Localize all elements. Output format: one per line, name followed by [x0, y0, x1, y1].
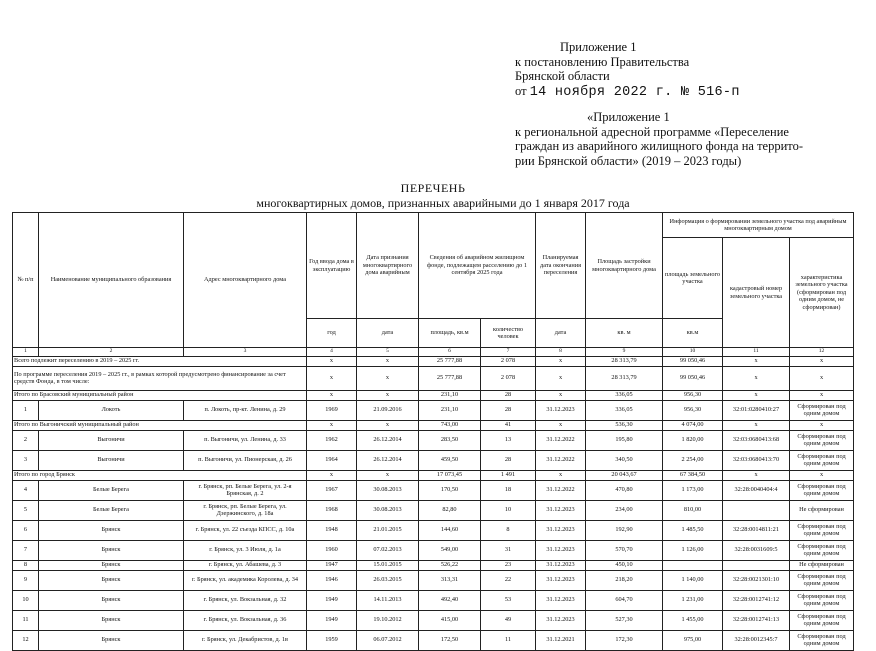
- cell: 195,80: [586, 430, 663, 450]
- cell: 172,30: [586, 630, 663, 650]
- cell: 3: [13, 450, 39, 470]
- cell: х: [536, 470, 586, 480]
- table-row: [13, 560, 854, 570]
- cell: 1 455,00: [663, 610, 723, 630]
- cell: х: [723, 366, 790, 390]
- cell: 31.12.2023: [536, 540, 586, 560]
- cell: 53: [481, 590, 536, 610]
- cell: 28: [481, 400, 536, 420]
- header-row-1: [13, 213, 854, 238]
- unit-date2: дата: [536, 319, 586, 348]
- unit-date: дата: [357, 319, 419, 348]
- table-row: [13, 500, 854, 520]
- cell: 336,05: [586, 390, 663, 400]
- cell: 32:28:0040404:4: [723, 480, 790, 500]
- cell: 2 078: [481, 356, 536, 366]
- cell: 31.12.2023: [536, 520, 586, 540]
- cell: 5: [13, 500, 39, 520]
- cell: 06.07.2012: [357, 630, 419, 650]
- cell: 492,40: [419, 590, 481, 610]
- cell: 26.12.2014: [357, 430, 419, 450]
- table-row: [13, 540, 854, 560]
- cell: 82,80: [419, 500, 481, 520]
- appendix-label: Приложение 1: [560, 40, 637, 54]
- unit-kvm2: кв.м: [663, 319, 723, 348]
- table-row: [13, 400, 854, 420]
- cell: х: [307, 366, 357, 390]
- cell: 956,30: [663, 400, 723, 420]
- cell: 4: [13, 480, 39, 500]
- cell: 526,22: [419, 560, 481, 570]
- cell: 25 777,88: [419, 366, 481, 390]
- cell: 1 126,00: [663, 540, 723, 560]
- cell: 283,50: [419, 430, 481, 450]
- cell: 28 313,79: [586, 366, 663, 390]
- cell: х: [307, 420, 357, 430]
- cell: 49: [481, 610, 536, 630]
- cell: 549,00: [419, 540, 481, 560]
- cell: Брянск: [39, 520, 184, 540]
- unit-kvm: кв. м: [586, 319, 663, 348]
- col-year-header: Год ввода дома в эксплуатацию: [307, 213, 357, 319]
- cell: 31.12.2021: [536, 630, 586, 650]
- cell: 172,50: [419, 630, 481, 650]
- table-row: [13, 570, 854, 590]
- cell: [723, 500, 790, 520]
- cell: 31.12.2022: [536, 450, 586, 470]
- cell: Сформирован под одним домом: [790, 400, 854, 420]
- cell: 67 384,50: [663, 470, 723, 480]
- col-char-header: характеристика земельного участка (сформирован под одним домом, не сформирован): [790, 238, 854, 348]
- decree-date-line: [515, 84, 740, 101]
- cell: х: [307, 390, 357, 400]
- document-subtitle: многоквартирных домов, признанных аварийными до 1 января 2017 года: [256, 196, 630, 210]
- cell: Брянск: [39, 560, 184, 570]
- cell: 7: [13, 540, 39, 560]
- program-total-label: По программе переселения 2019 – 2025 гг., в рамках которой предусмотрено финансирование за счет средств Фонда, в том числе:: [13, 366, 307, 390]
- cell: 336,05: [586, 400, 663, 420]
- cell: 32:28:0031609:5: [723, 540, 790, 560]
- cell: 1948: [307, 520, 357, 540]
- cell: х: [790, 470, 854, 480]
- cell: 975,00: [663, 630, 723, 650]
- cell: х: [307, 356, 357, 366]
- cell: Белые Берега: [39, 500, 184, 520]
- cell: 17 073,45: [419, 470, 481, 480]
- cell: х: [723, 420, 790, 430]
- col-addr-header: Адрес многоквартирного дома: [184, 213, 307, 348]
- cell: 31.12.2023: [536, 500, 586, 520]
- cell: 31.12.2022: [536, 430, 586, 450]
- cell: х: [790, 366, 854, 390]
- cell: 2: [13, 430, 39, 450]
- cell: 170,50: [419, 480, 481, 500]
- cell: 144,60: [419, 520, 481, 540]
- cell: 6: [13, 520, 39, 540]
- cell: 415,00: [419, 610, 481, 630]
- cell: п. Выгоничи, ул. Пионерская, д. 26: [184, 450, 307, 470]
- cell: х: [307, 470, 357, 480]
- cell: Брянск: [39, 610, 184, 630]
- cell: 32:28:0021301:10: [723, 570, 790, 590]
- cell: Не сформирован: [790, 500, 854, 520]
- cell: п. Локоть, пр-кт. Ленина, д. 29: [184, 400, 307, 420]
- cell: Сформирован под одним домом: [790, 610, 854, 630]
- cell: п. Выгоничи, ул. Ленина, д. 33: [184, 430, 307, 450]
- cell: 22: [481, 570, 536, 590]
- cell: 231,10: [419, 400, 481, 420]
- cell: 604,70: [586, 590, 663, 610]
- subtotal-label: Итого по Выгоничский муниципальный район: [13, 420, 307, 430]
- subtotal-label: Итого по город Брянск: [13, 470, 307, 480]
- cell: 1 491: [481, 470, 536, 480]
- cell: 1947: [307, 560, 357, 570]
- unit-year: год: [307, 319, 357, 348]
- cell: 1 485,50: [663, 520, 723, 540]
- cell: [723, 560, 790, 570]
- cell: Сформирован под одним домом: [790, 590, 854, 610]
- col-daterec-header: Дата признания многоквартирного дома аварийным: [357, 213, 419, 319]
- cell: г. Брянск, ул. 22 съезда КПСС, д. 10а: [184, 520, 307, 540]
- cell: х: [357, 420, 419, 430]
- cell: 231,10: [419, 390, 481, 400]
- program-header: [515, 110, 803, 168]
- cell: 743,00: [419, 420, 481, 430]
- col-landarea-header: площадь земельного участка: [663, 238, 723, 319]
- cell: 1959: [307, 630, 357, 650]
- cell: 32:28:0012345:7: [723, 630, 790, 650]
- col-number: 9: [586, 348, 663, 357]
- cell: 1 140,00: [663, 570, 723, 590]
- cell: х: [357, 356, 419, 366]
- col-num-header: № п/п: [13, 213, 39, 348]
- cell: 31.12.2023: [536, 570, 586, 590]
- cell: 1946: [307, 570, 357, 590]
- col-plan-header: Планируемая дата окончания переселения: [536, 213, 586, 319]
- approval-header: [515, 40, 740, 100]
- cell: х: [536, 356, 586, 366]
- cell: 41: [481, 420, 536, 430]
- cell: 31.12.2022: [536, 480, 586, 500]
- cell: 21.09.2016: [357, 400, 419, 420]
- col-number: 1: [13, 348, 39, 357]
- cell: Брянск: [39, 590, 184, 610]
- cell: 32:28:0012741:13: [723, 610, 790, 630]
- subtotal-label: Итого по Брасовский муниципальный район: [13, 390, 307, 400]
- cell: Сформирован под одним домом: [790, 450, 854, 470]
- cell: Выгоничи: [39, 430, 184, 450]
- cell: х: [790, 390, 854, 400]
- cell: Сформирован под одним домом: [790, 570, 854, 590]
- cell: Выгоничи: [39, 450, 184, 470]
- cell: х: [357, 390, 419, 400]
- cell: 1969: [307, 400, 357, 420]
- subtotal-row: [13, 420, 854, 430]
- cell: 11: [481, 630, 536, 650]
- table-row: [13, 590, 854, 610]
- cell: х: [357, 470, 419, 480]
- cell: х: [723, 356, 790, 366]
- cell: 1960: [307, 540, 357, 560]
- cell: 20 043,67: [586, 470, 663, 480]
- cell: х: [536, 366, 586, 390]
- cell: г. Брянск, ул. академика Королева, д. 34: [184, 570, 307, 590]
- cell: Брянск: [39, 630, 184, 650]
- cell: 25 777,88: [419, 356, 481, 366]
- cell: 31.12.2023: [536, 560, 586, 570]
- cell: 21.01.2015: [357, 520, 419, 540]
- cell: 18: [481, 480, 536, 500]
- cell: 19.10.2012: [357, 610, 419, 630]
- total-row: [13, 356, 854, 366]
- cell: 9: [13, 570, 39, 590]
- cell: Не сформирован: [790, 560, 854, 570]
- cell: 810,00: [663, 500, 723, 520]
- cell: 527,30: [586, 610, 663, 630]
- cell: 15.01.2015: [357, 560, 419, 570]
- cell: 1 173,00: [663, 480, 723, 500]
- cell: г. Брянск, ул. 3 Июля, д. 1а: [184, 540, 307, 560]
- cell: Сформирован под одним домом: [790, 520, 854, 540]
- cell: 31.12.2023: [536, 590, 586, 610]
- decree-date-number: 14 ноября 2022 г. № 516-п: [529, 84, 740, 100]
- table-row: [13, 520, 854, 540]
- column-number-row: [13, 348, 854, 357]
- cell: 1 820,00: [663, 430, 723, 450]
- col-number: 11: [723, 348, 790, 357]
- cell: х: [536, 420, 586, 430]
- cell: 07.02.2013: [357, 540, 419, 560]
- cell: 459,50: [419, 450, 481, 470]
- cell: 450,10: [586, 560, 663, 570]
- decree-ref: к постановлению Правительства: [515, 54, 690, 69]
- col-number: 5: [357, 348, 419, 357]
- region-name: Брянской области: [515, 69, 610, 83]
- cell: 192,90: [586, 520, 663, 540]
- col-number: 3: [184, 348, 307, 357]
- program-line-4: рии Брянской области» (2019 – 2023 годы): [515, 153, 742, 168]
- cell: г. Брянск, рп. Белые Берега, ул. Дзержинского, д. 18а: [184, 500, 307, 520]
- cell: 218,20: [586, 570, 663, 590]
- cell: г. Брянск, ул. Вокзальная, д. 36: [184, 610, 307, 630]
- total-label: Всего подлежит переселению в 2019 – 2025 гг.: [13, 356, 307, 366]
- cell: 28 313,79: [586, 356, 663, 366]
- cell: Сформирован под одним домом: [790, 630, 854, 650]
- cell: [663, 560, 723, 570]
- cell: 26.12.2014: [357, 450, 419, 470]
- cell: 1968: [307, 500, 357, 520]
- col-number: 6: [419, 348, 481, 357]
- cell: Брянск: [39, 570, 184, 590]
- cell: г. Брянск, ул. Вокзальная, д. 32: [184, 590, 307, 610]
- col-land-info-header: Информация о формировании земельного участка под аварийным многоквартирным домом: [663, 213, 854, 238]
- cell: Сформирован под одним домом: [790, 430, 854, 450]
- cell: 32:03:0680413:68: [723, 430, 790, 450]
- cell: 470,80: [586, 480, 663, 500]
- col-number: 10: [663, 348, 723, 357]
- cell: 1962: [307, 430, 357, 450]
- cell: 32:28:0012741:12: [723, 590, 790, 610]
- col-number: 8: [536, 348, 586, 357]
- cell: Локоть: [39, 400, 184, 420]
- cell: 99 050,46: [663, 356, 723, 366]
- cell: 1949: [307, 590, 357, 610]
- program-line-3: граждан из аварийного жилищного фонда на террито-: [515, 139, 803, 153]
- table-row: [13, 480, 854, 500]
- cell: 1967: [307, 480, 357, 500]
- cell: 26.03.2015: [357, 570, 419, 590]
- cell: г. Брянск, ул. Декабристов, д. 1в: [184, 630, 307, 650]
- cell: Брянск: [39, 540, 184, 560]
- table-row: [13, 630, 854, 650]
- cell: 31.12.2023: [536, 610, 586, 630]
- cell: 28: [481, 390, 536, 400]
- cell: х: [536, 390, 586, 400]
- cell: 11: [13, 610, 39, 630]
- cell: 570,70: [586, 540, 663, 560]
- program-line-2: к региональной адресной программе «Переселение: [515, 124, 789, 139]
- cell: Белые Берега: [39, 480, 184, 500]
- table-row: [13, 430, 854, 450]
- cell: 10: [481, 500, 536, 520]
- cell: 1 231,00: [663, 590, 723, 610]
- col-number: 2: [39, 348, 184, 357]
- cell: 99 050,46: [663, 366, 723, 390]
- cell: 8: [481, 520, 536, 540]
- cell: 536,30: [586, 420, 663, 430]
- cell: 30.08.2013: [357, 480, 419, 500]
- document-title: ПЕРЕЧЕНЬ: [400, 181, 466, 195]
- cell: 2 254,00: [663, 450, 723, 470]
- cell: 31.12.2023: [536, 400, 586, 420]
- cell: 14.11.2013: [357, 590, 419, 610]
- cell: 23: [481, 560, 536, 570]
- col-build-header: Площадь застройки многоквартирного дома: [586, 213, 663, 319]
- cell: 4 074,00: [663, 420, 723, 430]
- col-number: 7: [481, 348, 536, 357]
- cell: г. Брянск, ул. Абашева, д. 3: [184, 560, 307, 570]
- cell: 12: [13, 630, 39, 650]
- col-number: 4: [307, 348, 357, 357]
- cell: 313,31: [419, 570, 481, 590]
- unit-area: площадь, кв.м: [419, 319, 481, 348]
- subtotal-row: [13, 470, 854, 480]
- cell: 30.08.2013: [357, 500, 419, 520]
- col-number: 12: [790, 348, 854, 357]
- cell: 956,30: [663, 390, 723, 400]
- cell: Сформирован под одним домом: [790, 480, 854, 500]
- buildings-table: [12, 212, 854, 651]
- cell: х: [357, 366, 419, 390]
- cell: 234,00: [586, 500, 663, 520]
- cell: 340,50: [586, 450, 663, 470]
- col-cad-header: кадастровый номер земельного участка: [723, 238, 790, 348]
- program-appendix-label: «Приложение 1: [587, 110, 670, 124]
- program-total-row: [13, 366, 854, 390]
- cell: 1: [13, 400, 39, 420]
- cell: 10: [13, 590, 39, 610]
- table-row: [13, 610, 854, 630]
- col-info-header: Сведения об аварийном жилищном фонде, подлежащем расселению до 1 сентября 2025 года: [419, 213, 536, 319]
- table-row: [13, 450, 854, 470]
- cell: х: [723, 390, 790, 400]
- cell: 32:03:0680413:70: [723, 450, 790, 470]
- subtotal-row: [13, 390, 854, 400]
- cell: 2 078: [481, 366, 536, 390]
- cell: х: [723, 470, 790, 480]
- cell: 1949: [307, 610, 357, 630]
- date-prefix: от: [515, 83, 527, 98]
- cell: 1964: [307, 450, 357, 470]
- cell: 32:28:0014811:21: [723, 520, 790, 540]
- cell: 13: [481, 430, 536, 450]
- cell: х: [790, 356, 854, 366]
- cell: 31: [481, 540, 536, 560]
- cell: 8: [13, 560, 39, 570]
- cell: г. Брянск, рп. Белые Берега, ул. 2-я Брянская, д. 2: [184, 480, 307, 500]
- cell: 28: [481, 450, 536, 470]
- unit-people: количество человек: [481, 319, 536, 348]
- cell: Сформирован под одним домом: [790, 540, 854, 560]
- cell: 32:01:0280410:27: [723, 400, 790, 420]
- cell: х: [790, 420, 854, 430]
- col-mun-header: Наименование муниципального образования: [39, 213, 184, 348]
